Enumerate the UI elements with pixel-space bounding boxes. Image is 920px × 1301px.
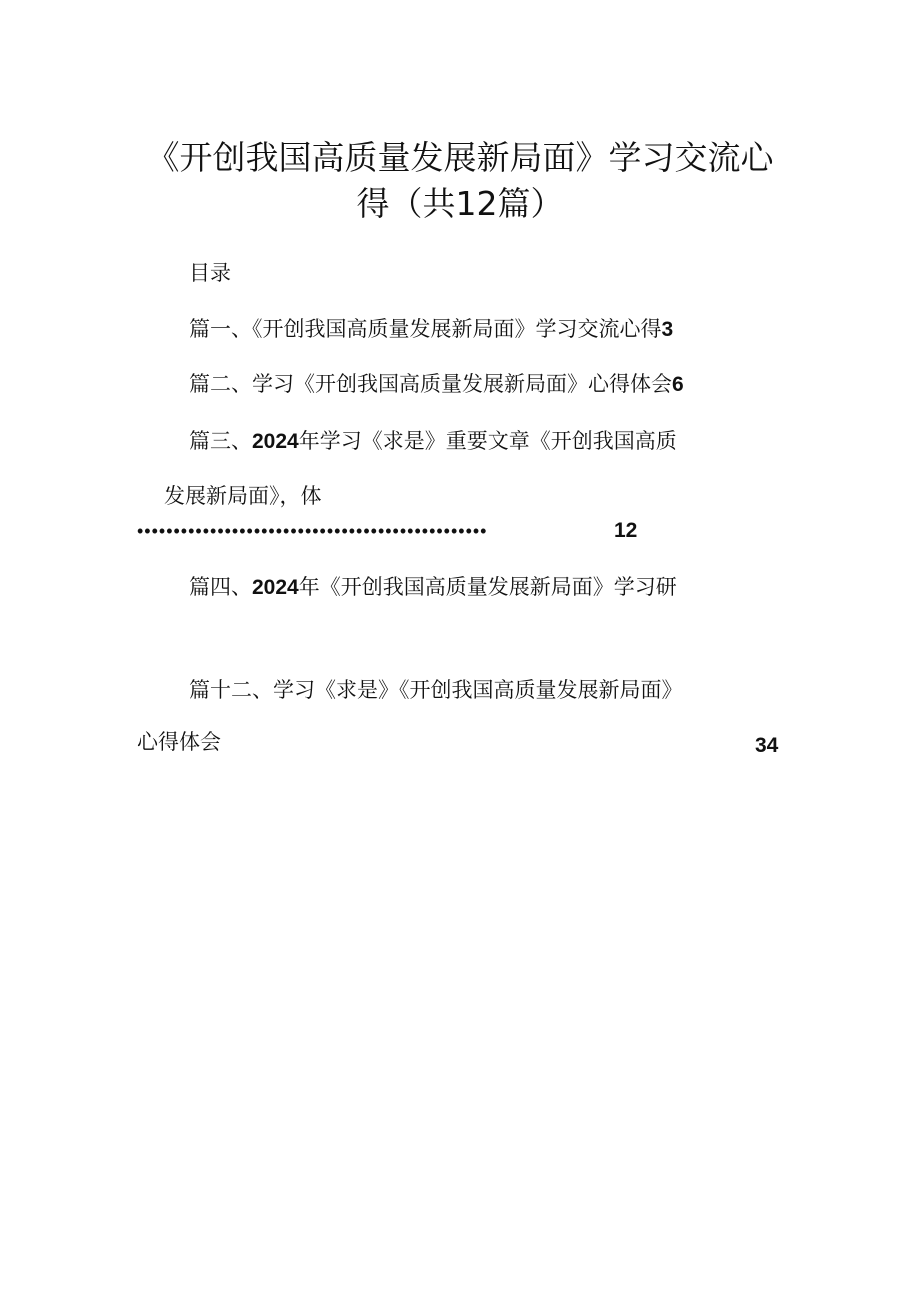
toc-entry-3-label-prefix: 篇三、 [189, 429, 252, 453]
document-title-line-2: 得（共12篇） [356, 184, 564, 223]
toc-entry-4[interactable] [189, 572, 677, 603]
toc-entry-4-year: 2024 [252, 576, 299, 599]
toc-entry-1-label: 篇一、《开创我国高质量发展新局面》学习交流心得 [189, 317, 662, 341]
toc-entry-3-page[interactable]: 12 [614, 519, 638, 542]
toc-entry-12-line-2[interactable]: 心得体会 [137, 730, 221, 754]
toc-heading: 目录 [189, 261, 231, 285]
toc-entry-3-dot-leader: •••••••••••••••••••••••••••••••••••••••••••••••• [137, 521, 488, 541]
toc-entry-1-page: 3 [661, 318, 674, 341]
toc-entry-3-year: 2024 [252, 430, 299, 453]
toc-entry-3-line-1[interactable] [189, 426, 677, 457]
toc-entry-12-page[interactable]: 34 [755, 734, 779, 757]
toc-entry-1[interactable] [189, 314, 673, 345]
toc-entry-2-label: 篇二、学习《开创我国高质量发展新局面》心得体会 [189, 372, 672, 396]
toc-entry-12-line-1[interactable]: 篇十二、学习《求是》《开创我国高质量发展新局面》 [189, 678, 683, 702]
toc-entry-2[interactable] [189, 369, 684, 400]
document-title-line-1: 《开创我国高质量发展新局面》学习交流心 [146, 138, 774, 177]
toc-entry-4-label-rest: 年《开创我国高质量发展新局面》学习研 [298, 575, 677, 599]
toc-entry-4-label-prefix: 篇四、 [189, 575, 252, 599]
toc-entry-3-line-2[interactable]: 发展新局面》，体 [164, 484, 322, 508]
toc-entry-3-label-rest: 年学习《求是》重要文章《开创我国高质 [298, 429, 677, 453]
toc-entry-2-page: 6 [672, 373, 684, 396]
